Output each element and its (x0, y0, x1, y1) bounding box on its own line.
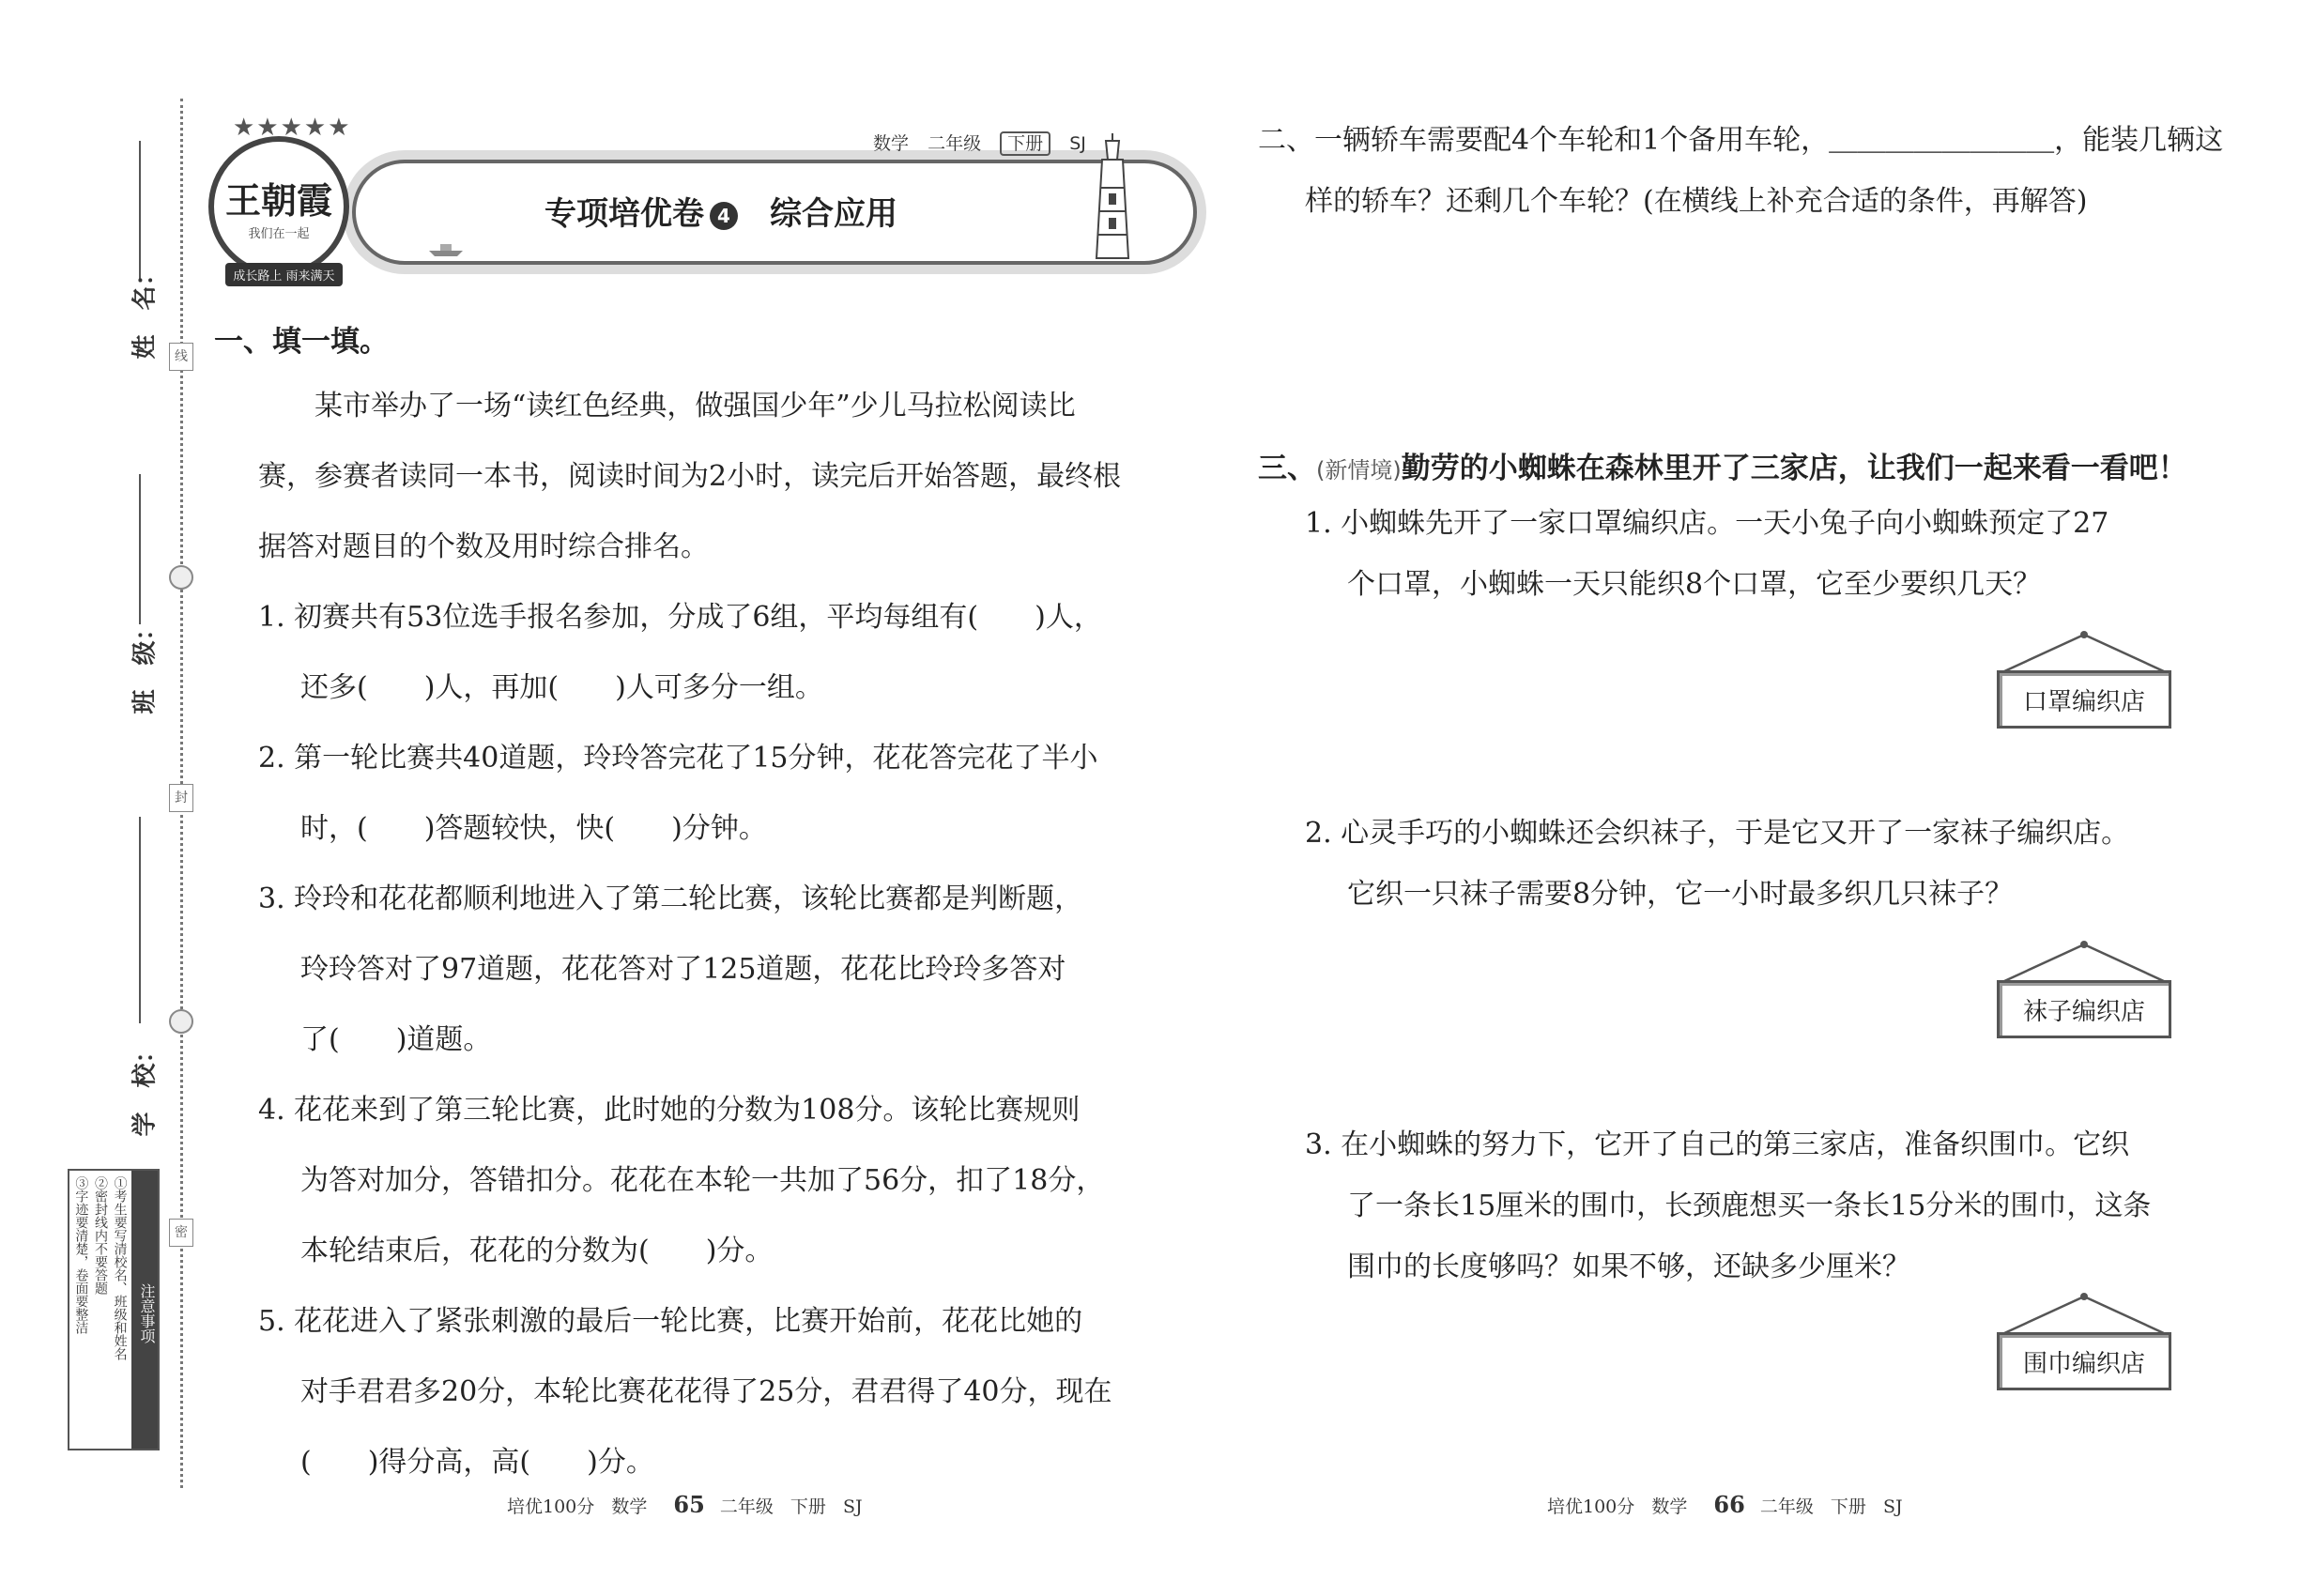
lighthouse-icon (1089, 131, 1136, 263)
s3-question3-line: 围巾的长度够吗？如果不够，还缺多少厘米？ (1347, 1251, 1910, 1283)
sign-sock-shop: 袜子编织店 (1997, 980, 2171, 1038)
section2-line: 样的轿车？还剩几个车轮？(在横线上补充合适的条件，再解答) (1305, 185, 2088, 218)
footer-left (507, 1491, 874, 1518)
question3-line: 了( )道题。 (300, 1023, 492, 1056)
question4-line: 为答对加分，答错扣分。花花在本轮一共加了56分，扣了18分， (300, 1164, 1105, 1197)
header-volume: 下册 (1000, 131, 1050, 156)
section3-prefix: 三、 (1258, 452, 1316, 485)
footer-volume: 下册 (1830, 1496, 1866, 1517)
header-subject: 数学 (873, 133, 910, 154)
section1-heading: 一、填一填。 (214, 325, 389, 359)
question4-line: 本轮结束后，花花的分数为( )分。 (300, 1235, 774, 1267)
question3-line: 玲玲答对了97道题，花花答对了125道题，花花比玲玲多答对 (300, 953, 1066, 986)
notice-title: 注意事项 (131, 1171, 158, 1449)
s3-question2-line: 它织一只袜子需要8分钟，它一小时最多织几只袜子？ (1347, 878, 2014, 911)
s3-question1-line: 1. 小蜘蛛先开了一家口罩编织店。一天小兔子向小蜘蛛预定了27 (1305, 507, 2109, 540)
shop-sign (1995, 629, 2173, 729)
logo-ribbon: 成长路上 雨来满天 (225, 263, 343, 286)
seal-dot (169, 1009, 193, 1034)
school-label: 学 校： (130, 1038, 160, 1137)
footer-series: 培优100分 (1547, 1496, 1635, 1517)
school-blank-line (139, 817, 141, 1023)
seal-dot (169, 565, 193, 590)
notice-item: ③字迹要清楚，卷面要整洁 (73, 1176, 89, 1334)
section3-heading-text: 勤劳的小蜘蛛在森林里开了三家店，让我们一起来看一看吧！ (1401, 452, 2187, 485)
question5-line: ( )得分高，高( )分。 (300, 1446, 654, 1479)
intro-line: 据答对题目的个数及用时综合排名。 (258, 530, 709, 563)
question3-line: 3. 玲玲和花花都顺利地进入了第二轮比赛，该轮比赛都是判断题， (258, 882, 1083, 915)
footer-grade: 二年级 (1759, 1496, 1814, 1517)
paper-title (544, 188, 744, 234)
seal-char-feng: 封 (169, 784, 193, 812)
question1-line: 还多( )人，再加( )人可多分一组。 (300, 671, 823, 704)
title-number-badge: 4 (710, 202, 738, 230)
name-label: 姓 名： (130, 261, 160, 360)
sign-hanger-icon (1995, 629, 2173, 676)
class-blank-line (139, 474, 141, 624)
new-context-tag: (新情境) (1316, 457, 1402, 483)
header-meta (873, 130, 1099, 155)
header-grade: 二年级 (928, 133, 982, 154)
footer-right (1547, 1491, 1914, 1518)
paper-subtitle: 综合应用 (770, 195, 897, 233)
footer-subject: 数学 (1651, 1496, 1688, 1517)
logo-brand: 王朝霞 (224, 179, 332, 222)
seal-char-xian: 线 (169, 343, 193, 371)
question5-line: 5. 花花进入了紧张刺激的最后一轮比赛，比赛开始前，花花比她的 (258, 1305, 1083, 1338)
s3-question3-line: 3. 在小蜘蛛的努力下，它开了自己的第三家店，准备织围巾。它织 (1305, 1128, 2130, 1161)
crown-stars-icon: ★★★★★ (233, 114, 352, 142)
notice-items (69, 1171, 131, 1449)
question2-line: 时，( )答题较快，快( )分钟。 (300, 812, 767, 845)
shop-sign (1995, 939, 2173, 1038)
footer-series: 培优100分 (507, 1496, 595, 1517)
notice-box (68, 1169, 160, 1450)
footer-edition: SJ (842, 1496, 863, 1517)
sign-scarf-shop: 围巾编织店 (1997, 1332, 2171, 1390)
sign-mask-shop: 口罩编织店 (1997, 670, 2171, 729)
title-prefix: 专项培优卷 (544, 195, 704, 233)
footer-volume: 下册 (790, 1496, 826, 1517)
section3-heading (1258, 444, 2187, 486)
footer-edition: SJ (1882, 1496, 1903, 1517)
class-label: 班 级： (130, 616, 160, 714)
brand-logo (208, 114, 352, 284)
binding-strip (0, 0, 197, 1596)
notice-item: ①考生要写清校名、班级和姓名 (112, 1176, 128, 1360)
page-number: 66 (1713, 1491, 1745, 1518)
ship-icon (427, 239, 465, 258)
intro-line: 赛，参赛者读同一本书，阅读时间为2小时，读完后开始答题，最终根 (258, 460, 1122, 493)
footer-subject: 数学 (611, 1496, 648, 1517)
intro-line: 某市举办了一场“读红色经典，做强国少年”少儿马拉松阅读比 (314, 390, 1076, 422)
section2-line: 二、一辆轿车需要配4个车轮和1个备用车轮，＿＿＿＿＿＿＿＿，能装几辆这 (1258, 124, 2224, 157)
s3-question3-line: 了一条长15厘米的围巾，长颈鹿想买一条长15分米的围巾，这条 (1347, 1189, 2152, 1222)
footer-grade: 二年级 (719, 1496, 774, 1517)
sign-hanger-icon (1995, 1291, 2173, 1338)
shop-sign (1995, 1291, 2173, 1390)
header-edition: SJ (1069, 133, 1086, 154)
s3-question1-line: 个口罩，小蜘蛛一天只能织8个口罩，它至少要织几天？ (1347, 568, 2042, 601)
question5-line: 对手君君多20分，本轮比赛花花得了25分，君君得了40分，现在 (300, 1375, 1112, 1408)
question2-line: 2. 第一轮比赛共40道题，玲玲答完花了15分钟，花花答完花了半小 (258, 742, 1098, 775)
question1-line: 1. 初赛共有53位选手报名参加，分成了6组，平均每组有( )人， (258, 601, 1102, 634)
seal-char-mi: 密 (169, 1219, 193, 1247)
logo-sub: 我们在一起 (248, 227, 310, 241)
sign-hanger-icon (1995, 939, 2173, 986)
question4-line: 4. 花花来到了第三轮比赛，此时她的分数为108分。该轮比赛规则 (258, 1094, 1081, 1127)
s3-question2-line: 2. 心灵手巧的小蜘蛛还会织袜子，于是它又开了一家袜子编织店。 (1305, 817, 2130, 850)
page-number: 65 (673, 1491, 705, 1518)
notice-item: ②密封线内不要答题 (92, 1176, 108, 1295)
